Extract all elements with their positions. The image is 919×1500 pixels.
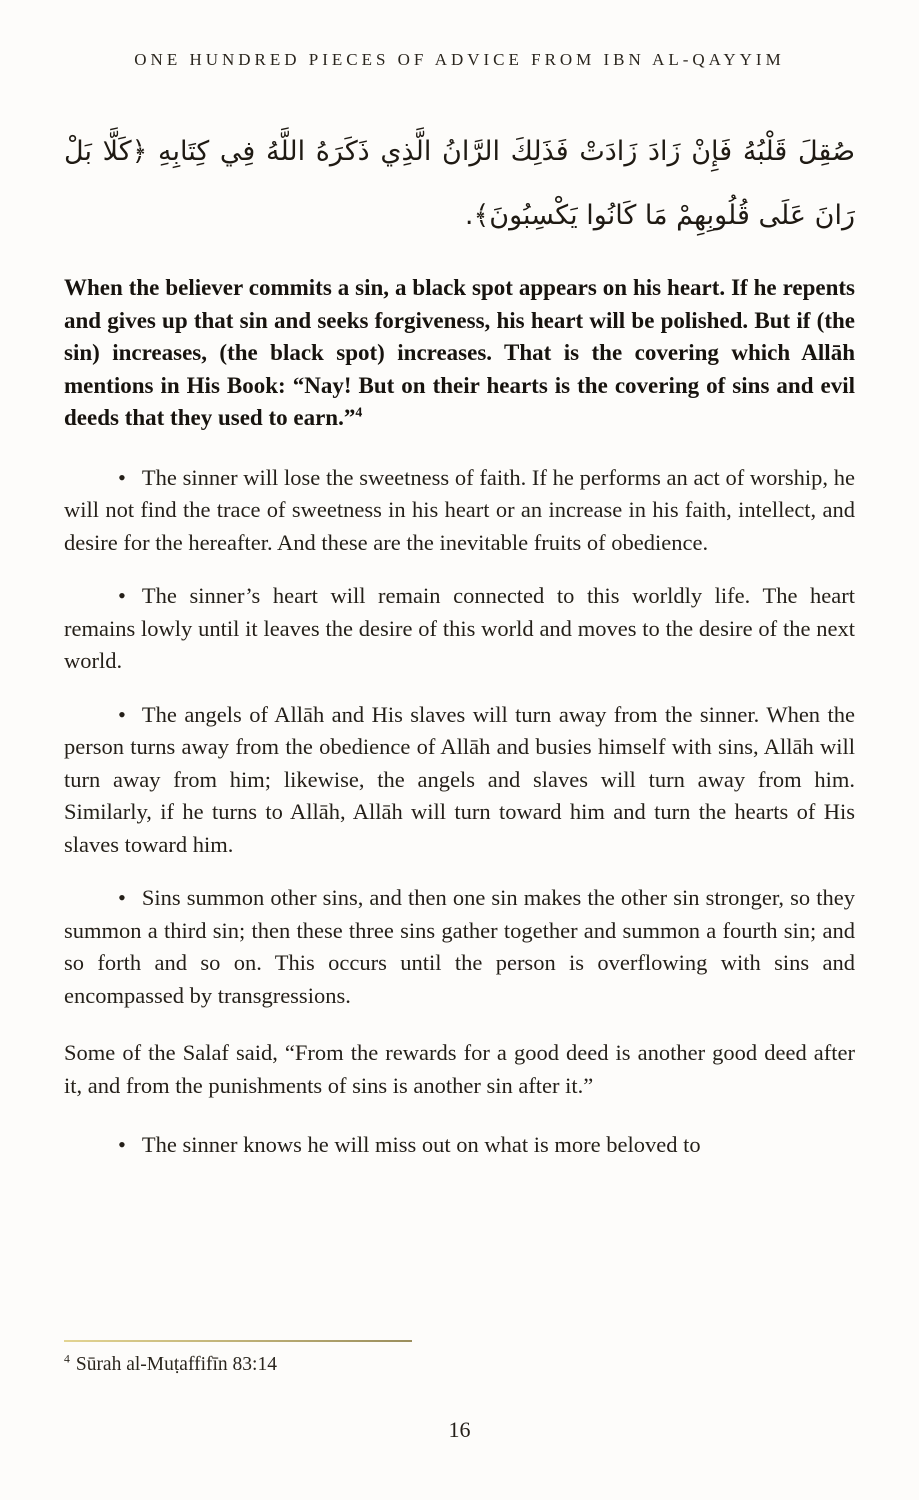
bullet-text-3: The angels of Allāh and His slaves will turn away from the sinner. When the person turns away from the obedience of Allāh and busies himself with sins, Allāh will turn away from him; likewise, the angels and slaves will turn away from him. Similarly, if he turns to Allāh, Allāh will turn toward him and turn the hearts of His slaves toward him.: [64, 701, 855, 857]
translation-text: When the believer commits a sin, a black spot appears on his heart. If he repents and gives up that sin and seeks forgiveness, his heart will be polished. But if (the sin) increases, (the black spot) increases. That is the covering which Allāh mentions in His Book: “Nay! But on their hearts is the covering of sins and evil deeds that they used to earn.”: [64, 275, 855, 430]
bullet-text-2: The sinner’s heart will remain connected to this worldly life. The heart remains lowly until it leaves the desire of this world and moves to the desire of the next world.: [64, 583, 855, 673]
page-number: 16: [448, 1417, 471, 1442]
bullet-paragraph-1: [64, 462, 855, 560]
bullet-icon: •: [118, 464, 126, 490]
salaf-paragraph: Some of the Salaf said, “From the rewards for a good deed is another good deed after it, and from the punishments of sins is another sin after it.”: [64, 1040, 855, 1098]
footnote-area: [64, 1340, 855, 1377]
footnote-separator: [64, 1340, 412, 1342]
running-header: ONE HUNDRED PIECES OF ADVICE FROM IBN AL-QAYYIM: [134, 50, 785, 69]
bullet-text-5: The sinner knows he will miss out on what is more beloved to: [141, 1132, 701, 1157]
footnote-label: Sūrah al-Muṭaffifīn 83:14: [75, 1354, 277, 1375]
arabic-line-1: صُقِلَ قَلْبُهُ فَإِنْ زَادَ زَادَتْ فَذَلِكَ الرَّانُ الَّذِي ذَكَرَهُ اللَّهُ فِي كِتَابِهِ ﴿كَلَّا بَلْ: [64, 136, 855, 167]
bullet-icon: •: [118, 701, 126, 727]
bullet-paragraph-2: [64, 580, 855, 678]
footnote-reference: 4: [355, 404, 363, 420]
arabic-quote: [64, 120, 855, 248]
translation-paragraph: [64, 272, 855, 435]
footnote: [64, 1353, 855, 1377]
bullet-icon: •: [118, 583, 126, 608]
footnote-marker: 4: [64, 1352, 70, 1366]
bullet-icon: •: [118, 885, 126, 910]
bullet-paragraph-5: [64, 1129, 855, 1162]
bullet-text-4: Sins summon other sins, and then one sin makes the other sin stronger, so they summon a third sin; then these three sins gather together and summon a fourth sin; and so forth and so on. This occurs until the person is overflowing with sins and encompassed by transgressions.: [64, 885, 855, 1008]
bullet-paragraph-3: [64, 699, 855, 862]
bullet-icon: •: [118, 1132, 126, 1157]
arabic-line-2: رَانَ عَلَى قُلُوبِهِمْ مَا كَانُوا يَكْسِبُونَ﴾.: [464, 200, 855, 231]
bullet-text-1: The sinner will lose the sweetness of faith. If he performs an act of worship, he will not find the trace of sweetness in his heart or an increase in his faith, intellect, and desire for the hereafter. And these are the inevitable fruits of obedience.: [64, 464, 855, 555]
bullet-paragraph-4: [64, 882, 855, 1012]
